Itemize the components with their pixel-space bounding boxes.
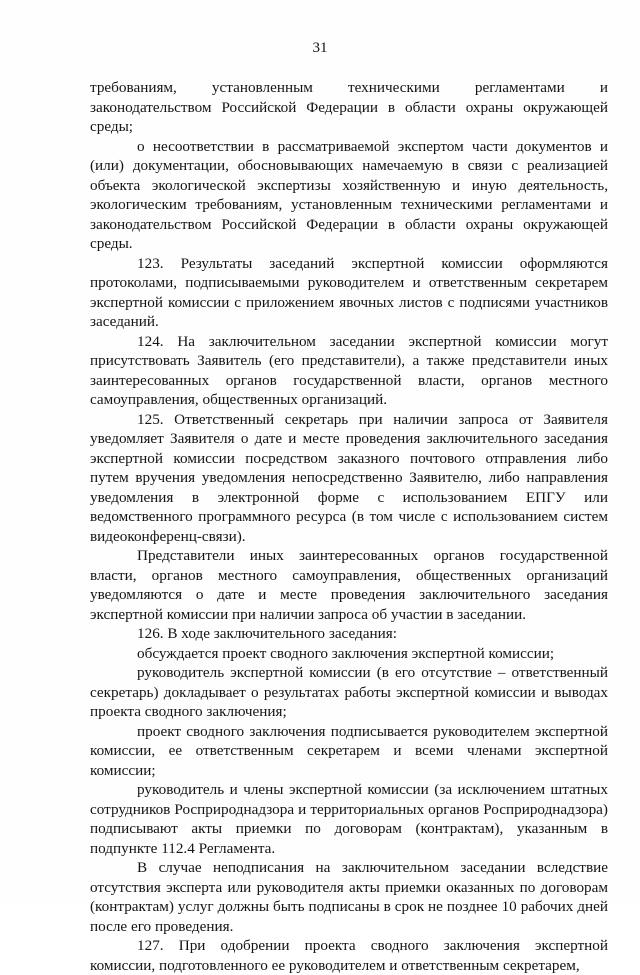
paragraph: о несоответствии в рассматриваемой экспертом части документов и (или) документации, обосновывающих намечаемую в связи с реализацией объекта экологической экспертизы хозяйственную и иную деятельность, экологическим требованиям, установленным техническими регламентами и законодательством Российской Федерации в области охраны окружающей среды. xyxy=(90,137,608,252)
paragraph: 127. При одобрении проекта сводного заключения экспертной комиссии, подготовленного ее руководителем и ответственным секретарем, xyxy=(90,937,608,974)
page-number: 31 xyxy=(312,40,328,56)
paragraph: руководитель и члены экспертной комиссии (за исключением штатных сотрудников Росприроднадзора и территориальных органов Росприроднадзора) подписывают акты приемки по договорам (контрактам), указанным в подпункте 112.4 Регламента. xyxy=(90,781,608,857)
paragraph: 124. На заключительном заседании экспертной комиссии могут присутствовать Заявитель (его представители), а также представители иных заинтересованных органов государственной власти, органов местного самоуправления, общественных организаций. xyxy=(90,332,608,408)
paragraph: обсуждается проект сводного заключения экспертной комиссии; xyxy=(137,644,555,662)
paragraph: 123. Результаты заседаний экспертной комиссии оформляются протоколами, подписываемыми руководителем и ответственным секретарем экспертной комиссии с приложением явочных листов с подписями участников заседаний. xyxy=(90,254,608,330)
document-body xyxy=(90,78,608,975)
paragraph: В случае неподписания на заключительном заседании вследствие отсутствия эксперта или руководителя акты приемки оказанных по договорам (контрактам) услуг должны быть подписаны в срок не позднее 10 рабочих дней после его проведения. xyxy=(90,859,608,935)
paragraph: 125. Ответственный секретарь при наличии запроса от Заявителя уведомляет Заявителя о дате и месте проведения заключительного заседания экспертной комиссии посредством заказного почтового отправления либо путем вручения уведомления непосредственно Заявителю, либо направления уведомления в электронной форме с использованием ЕПГУ или ведомственного программного ресурса (в том числе с использованием систем видеоконференц-связи). xyxy=(90,410,608,545)
paragraph: требованиям, установленным техническими регламентами и законодательством Российской Федерации в области охраны окружающей среды; xyxy=(90,79,608,135)
paragraph: руководитель экспертной комиссии (в его отсутствие – ответственный секретарь) докладывает о результатах работы экспертной комиссии и выводах проекта сводного заключения; xyxy=(90,664,608,720)
paragraph: 126. В ходе заключительного заседания: xyxy=(137,625,397,642)
paragraph: Представители иных заинтересованных органов государственной власти, органов местного самоуправления, общественных организаций уведомляются о дате и месте проведения заключительного заседания экспертной комиссии при наличии запроса об участии в заседании. xyxy=(90,547,608,623)
paragraph: проект сводного заключения подписывается руководителем экспертной комиссии, ее ответственным секретарем и всеми членами экспертной комиссии; xyxy=(90,722,608,779)
